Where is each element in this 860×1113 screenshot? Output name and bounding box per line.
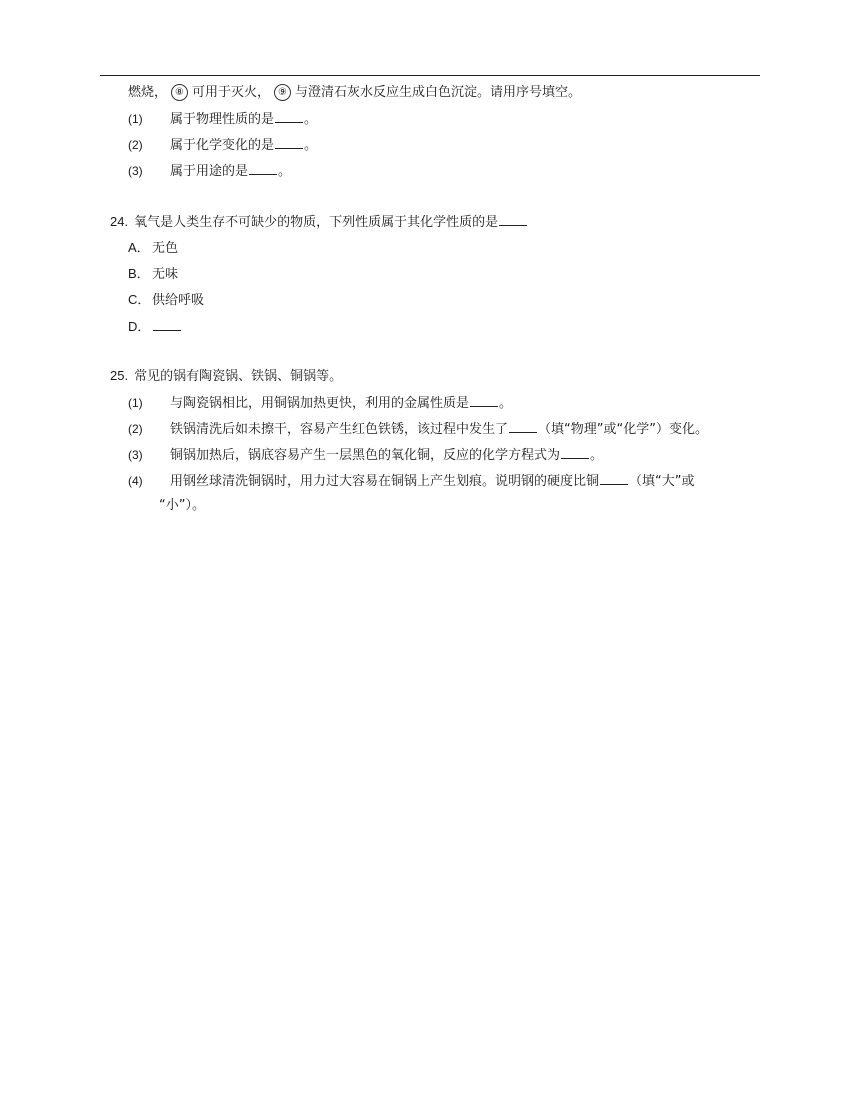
sub-text: 用钢丝球清洗铜锅时，用力过大容易在铜锅上产生划痕。说明钢的硬度比铜 <box>170 474 600 489</box>
answer-blank[interactable] <box>600 472 628 485</box>
answer-blank[interactable] <box>561 446 589 459</box>
sub-text: 属于用途的是 <box>170 164 249 179</box>
question-number: 24. <box>110 214 129 229</box>
sub-after: 。 <box>590 448 604 463</box>
answer-blank[interactable] <box>275 136 303 149</box>
sub-number: (1) <box>128 396 143 410</box>
circled-9: ⑨ <box>274 84 291 101</box>
sub-after: 。 <box>304 112 318 127</box>
header-rule <box>100 75 760 76</box>
sub-after: 。 <box>278 164 292 179</box>
q23-text-c: 与澄清石灰水反应生成白色沉淀。请用序号填空。 <box>295 85 582 100</box>
option-label: C． <box>128 292 151 307</box>
sub-after: （填“物理”或“化学”）变化。 <box>538 422 708 437</box>
answer-blank[interactable] <box>275 110 303 123</box>
q25-sub-3 <box>128 446 603 465</box>
answer-blank[interactable] <box>470 394 498 407</box>
answer-blank[interactable] <box>153 318 181 331</box>
q24-option-d[interactable] <box>128 318 182 337</box>
option-label: A． <box>128 240 150 255</box>
sub-text: 与陶瓷锅相比，用铜锅加热更快，利用的金属性质是 <box>170 396 470 411</box>
q23-sub-2 <box>128 136 317 155</box>
sub-number: (3) <box>128 164 143 178</box>
circled-8: ⑧ <box>171 84 188 101</box>
q24-option-b[interactable] <box>128 265 178 284</box>
answer-blank[interactable] <box>509 420 537 433</box>
sub-after: 。 <box>304 138 318 153</box>
answer-blank[interactable] <box>499 213 527 226</box>
sub-number: (3) <box>128 448 143 462</box>
sub-after: （填“大”或 <box>629 474 695 489</box>
q23-sub-3 <box>128 162 291 181</box>
sub-text: 属于物理性质的是 <box>170 112 275 127</box>
q25-sub-4-continuation <box>159 497 205 515</box>
answer-blank[interactable] <box>249 162 277 175</box>
q23-text-a: 燃烧， <box>128 85 168 100</box>
sub-number: (1) <box>128 112 143 126</box>
q23-continuation <box>128 84 581 102</box>
sub-after: 。 <box>499 396 513 411</box>
sub-number: (2) <box>128 138 143 152</box>
option-text: 无色 <box>152 241 179 256</box>
sub-number: (4) <box>128 474 143 488</box>
q25-sub-2 <box>128 420 708 439</box>
option-label: B． <box>128 266 150 281</box>
sub-text: 属于化学变化的是 <box>170 138 275 153</box>
q23-text-b: 可用于灭火， <box>192 85 271 100</box>
q25-sub-1 <box>128 394 512 413</box>
q25-sub-4 <box>128 472 695 491</box>
question-number: 25. <box>110 368 129 383</box>
sub-text-continuation: “小”）。 <box>159 498 205 513</box>
question-stem: 常见的锅有陶瓷锅、铁锅、铜锅等。 <box>134 369 343 384</box>
q24-stem <box>110 213 528 232</box>
option-label: D． <box>128 319 151 334</box>
q23-sub-1 <box>128 110 317 129</box>
sub-text: 铁锅清洗后如未擦干，容易产生红色铁锈，该过程中发生了 <box>170 422 509 437</box>
q25-stem <box>110 367 342 386</box>
q24-option-a[interactable] <box>128 239 178 258</box>
q24-option-c[interactable] <box>128 291 204 310</box>
sub-number: (2) <box>128 422 143 436</box>
question-stem: 氧气是人类生存不可缺少的物质，下列性质属于其化学性质的是 <box>134 215 499 230</box>
option-text: 无味 <box>152 267 179 282</box>
option-text: 供给呼吸 <box>152 293 205 308</box>
sub-text: 铜锅加热后，锅底容易产生一层黑色的氧化铜，反应的化学方程式为 <box>170 448 561 463</box>
